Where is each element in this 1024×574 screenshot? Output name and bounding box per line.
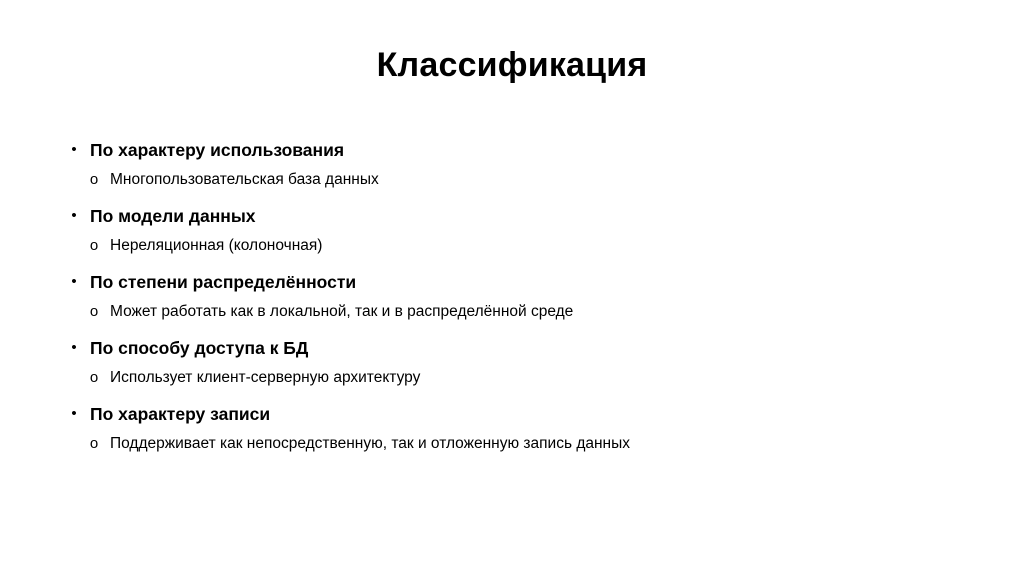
list-item-label: По степени распределённости	[90, 272, 357, 292]
list-item	[68, 204, 968, 228]
list-item	[68, 138, 968, 162]
list-item	[68, 402, 968, 426]
sub-item-label: Может работать как в локальной, так и в распределённой среде	[110, 303, 574, 320]
sub-item-label: Многопользовательская база данных	[110, 171, 379, 188]
bullet-icon: •	[71, 405, 77, 422]
list-item	[68, 270, 968, 294]
list-item-group	[68, 270, 968, 323]
list-item-label: По модели данных	[90, 206, 256, 226]
circle-bullet-icon: o	[89, 369, 99, 386]
circle-bullet-icon: o	[89, 237, 99, 254]
circle-bullet-icon: o	[89, 435, 99, 452]
list-item-group	[68, 138, 968, 191]
bullet-icon: •	[71, 141, 77, 158]
sub-item	[68, 235, 968, 257]
sub-item	[68, 367, 968, 389]
bullet-list	[68, 138, 968, 468]
bullet-icon: •	[71, 339, 77, 356]
list-item-group	[68, 336, 968, 389]
sub-item-label: Поддерживает как непосредственную, так и отложенную запись данных	[110, 435, 630, 452]
circle-bullet-icon: o	[89, 303, 99, 320]
circle-bullet-icon: o	[89, 171, 99, 188]
sub-item	[68, 301, 968, 323]
bullet-icon: •	[71, 273, 77, 290]
list-item-group	[68, 402, 968, 455]
list-item-label: По способу доступа к БД	[90, 338, 309, 358]
list-item	[68, 336, 968, 360]
sub-item-label: Нереляционная (колоночная)	[110, 237, 323, 254]
list-item-group	[68, 204, 968, 257]
list-item-label: По характеру записи	[90, 404, 271, 424]
list-item-label: По характеру использования	[90, 140, 345, 160]
sub-item	[68, 169, 968, 191]
sub-item-label: Использует клиент-серверную архитектуру	[110, 369, 421, 386]
sub-item	[68, 433, 968, 455]
slide-title: Классификация	[376, 46, 648, 84]
bullet-icon: •	[71, 207, 77, 224]
